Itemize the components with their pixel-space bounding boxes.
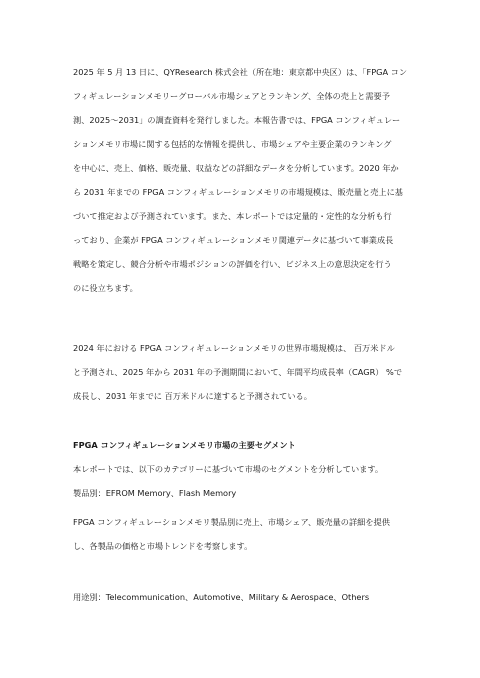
section-heading: FPGA コンフィギュレーションメモリ市場の主要セグメント	[73, 440, 296, 450]
product-segment-line: 製品別：EFROM Memory、Flash Memory	[73, 488, 237, 498]
section-intro: 本レポートでは、以下のカテゴリーに基づいて市場のセグメントを分析しています。	[73, 464, 384, 474]
paragraph-line: と予測され、2025 年から 2031 年の予測期間において、年間平均成長率（CAGR） %で	[73, 367, 403, 377]
paragraph-line: 2024 年における FPGA コンフィギュレーションメモリの世界市場規模は、 百万米ドル	[73, 343, 395, 353]
market-size-paragraph	[73, 336, 411, 408]
paragraph-line: 成長し、2031 年までに 百万米ドルに達すると予測されている。	[73, 391, 312, 401]
paragraph-line: のに役立ちます。	[73, 283, 138, 293]
intro-paragraph	[73, 60, 411, 300]
paragraph-line: ションメモリ市場に関する包括的な情報を提供し、市場シェアや主要企業のランキング	[73, 139, 392, 149]
application-segment-line: 用途別：Telecommunication、Automotive、Military & Aerospace、Others	[73, 592, 370, 602]
paragraph-line: 2025 年 5 月 13 日に、QYResearch 株式会社（所在地：東京都中央区）は、「FPGA コン	[73, 67, 408, 77]
paragraph-line: FPGA コンフィギュレーションメモリ製品別に売上、市場シェア、販売量の詳細を提供	[73, 517, 390, 527]
paragraph-line: づいて推定および予測されています。また、本レポートでは定量的・定性的な分析も行	[73, 211, 392, 221]
paragraph-line: っており、企業が FPGA コンフィギュレーションメモリ関連データに基づいて事業成長	[73, 235, 394, 245]
paragraph-line: フィギュレーションメモリーグローバル市場シェアとランキング、全体の売上と需要予	[73, 91, 390, 101]
paragraph-line: を中心に、売上、価格、販売量、収益などの詳細なデータを分析しています。2020 年か	[73, 163, 399, 173]
paragraph-line: し、各製品の価格と市場トレンドを考察します。	[73, 541, 253, 551]
paragraph-line: 戦略を策定し、競合分析や市場ポジションの評価を行い、ビジネス上の意思決定を行う	[73, 259, 392, 269]
product-description	[73, 510, 411, 558]
paragraph-line: 測、2025～2031」の調査資料を発行しました。本報告書では、FPGA コンフィギュレー	[73, 115, 401, 125]
paragraph-line: ら 2031 年までの FPGA コンフィギュレーションメモリの市場規模は、販売量と売上に基	[73, 187, 403, 197]
